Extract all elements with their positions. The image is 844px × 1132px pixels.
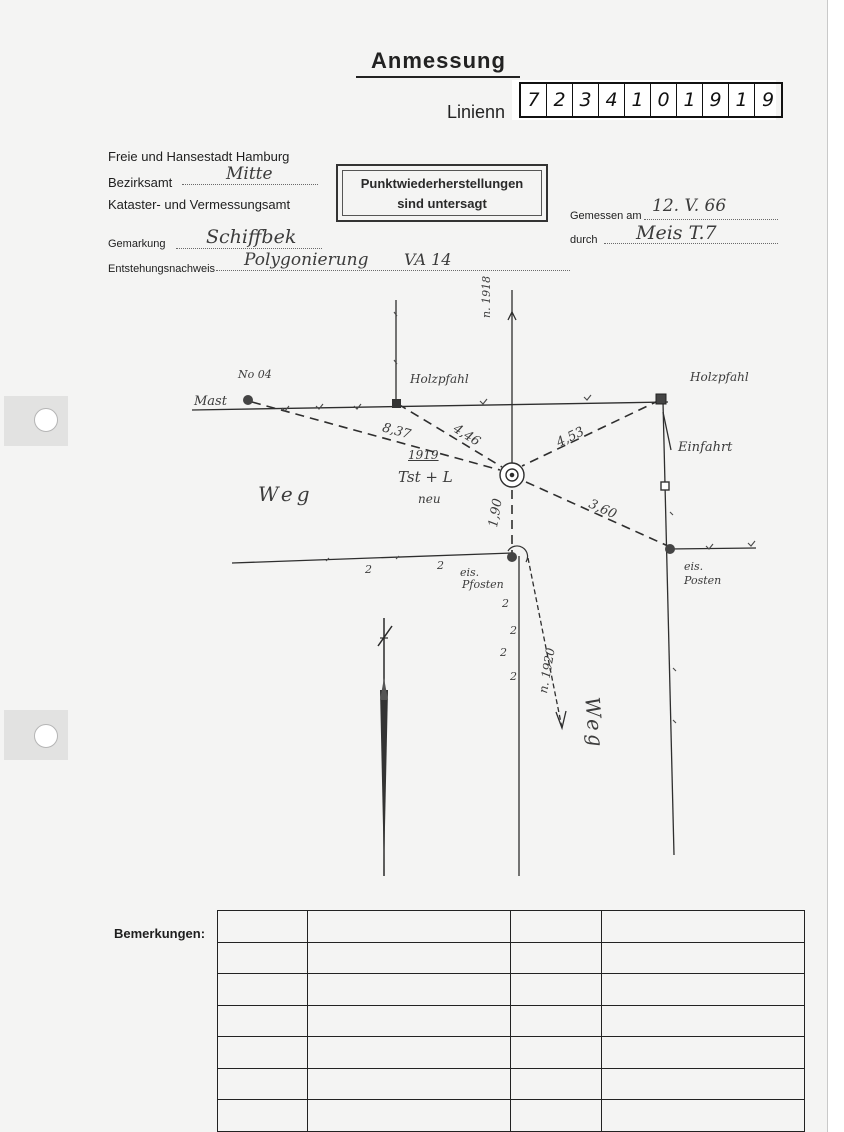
remarks-table: [217, 910, 805, 1132]
form-subtitle: Linienn: [447, 102, 506, 122]
measured-value: 12. V. 66: [652, 196, 727, 216]
holzpfahl-left-marker: [392, 399, 401, 408]
authority-line: Freie und Hansestadt Hamburg: [108, 149, 290, 164]
tick-label: 2: [437, 559, 444, 572]
remarks-row: [218, 942, 805, 974]
remarks-cell[interactable]: [511, 974, 601, 1006]
remarks-cell[interactable]: [218, 1005, 308, 1037]
number-digit-cell: 2: [547, 84, 573, 116]
number-digit-cell: 1: [677, 84, 703, 116]
point-number-label: 1919: [408, 448, 439, 462]
number-digit-cell: 4: [599, 84, 625, 116]
to-top-label: n. 1918: [480, 275, 493, 318]
remarks-row: [218, 1100, 805, 1132]
distance-mast: 8,37: [380, 420, 413, 443]
remarks-cell[interactable]: [511, 1037, 601, 1069]
remarks-cell[interactable]: [601, 1005, 804, 1037]
pfosten-left-label-1: eis.: [460, 566, 480, 579]
distance-holzpfahl-left: 4,46: [450, 421, 483, 450]
pfosten-right-marker: [665, 544, 675, 554]
einfahrt-marker: [661, 482, 669, 490]
new-point-center: [510, 473, 513, 476]
remarks-cell[interactable]: [601, 942, 804, 974]
weg-left-label: Weg: [258, 482, 314, 506]
remarks-cell[interactable]: [218, 942, 308, 974]
pfosten-right-label-2: Posten: [684, 574, 722, 587]
pfosten-left-label-2: Pfosten: [462, 578, 504, 591]
remarks-cell[interactable]: [218, 1100, 308, 1132]
weg-lower-label: Weg: [580, 696, 609, 751]
form-title: Anmessung: [371, 48, 506, 73]
remarks-cell[interactable]: [308, 942, 511, 974]
remarks-row: [218, 1005, 805, 1037]
remarks-cell[interactable]: [308, 1100, 511, 1132]
fence-line-north: [192, 402, 668, 410]
line-to-1920: [528, 558, 562, 728]
remarks-row: [218, 974, 805, 1006]
line-south-east: [668, 548, 756, 549]
holzpfahl-left-label: Holzpfahl: [410, 372, 469, 386]
remarks-cell[interactable]: [601, 1100, 804, 1132]
point-new-label: neu: [418, 492, 441, 506]
origin-value: Polygonierung: [244, 250, 369, 270]
by-label: durch: [570, 234, 598, 246]
tick-mark: [673, 720, 676, 723]
holzpfahl-right-label: Holzpfahl: [690, 370, 749, 384]
remarks-cell[interactable]: [601, 1068, 804, 1100]
pfosten-left-marker: [507, 552, 517, 562]
tick-label: 2: [365, 563, 372, 576]
stamp-line-2: sind untersagt: [397, 196, 487, 211]
remarks-cell[interactable]: [511, 942, 601, 974]
tick-label: 2: [502, 597, 509, 610]
tie-holzpfahl-right: [522, 400, 660, 466]
tick-label: 2: [500, 646, 507, 659]
line-east-vertical: [663, 402, 674, 855]
number-digit-cell: 1: [625, 84, 651, 116]
number-digit-cell: 1: [729, 84, 755, 116]
point-desc-label: Tst + L: [398, 468, 453, 486]
tick-mark: [480, 399, 487, 404]
number-digit-cell: 3: [573, 84, 599, 116]
gemarkung-value: Schiffbek: [206, 226, 297, 248]
tick-label: 2: [510, 670, 517, 683]
remarks-cell[interactable]: [511, 1100, 601, 1132]
number-digit-cell: 7: [521, 84, 547, 116]
remarks-cell[interactable]: [511, 1005, 601, 1037]
remarks-row: [218, 1068, 805, 1100]
number-digit-cell: 9: [761, 89, 775, 111]
tick-mark: [354, 404, 361, 409]
district-label: Bezirksamt: [108, 175, 173, 190]
number-digit-cell: 0: [651, 84, 677, 116]
origin-ref: VA 14: [404, 250, 452, 269]
origin-label: Entstehungsnachweis: [108, 263, 216, 275]
pfosten-right-label-1: eis.: [684, 560, 704, 573]
remarks-cell[interactable]: [601, 974, 804, 1006]
district-value: Mitte: [226, 164, 273, 184]
remarks-label: Bemerkungen:: [114, 926, 206, 941]
remarks-cell[interactable]: [601, 911, 804, 943]
gemarkung-label: Gemarkung: [108, 238, 166, 250]
line-south-left: [232, 553, 512, 563]
tick-mark: [670, 512, 673, 515]
remarks-cell[interactable]: [511, 911, 601, 943]
mast-number-label: No 04: [238, 368, 272, 381]
tick-mark: [584, 395, 591, 400]
to-bottom-label: n. 1920: [536, 646, 558, 695]
distance-holzpfahl-right: 4,53: [554, 424, 587, 451]
remarks-cell[interactable]: [218, 1037, 308, 1069]
tick-label: 2: [510, 624, 517, 637]
remarks-row: [218, 911, 805, 943]
remarks-cell[interactable]: [511, 1068, 601, 1100]
einfahrt-label: Einfahrt: [678, 440, 733, 455]
measured-label: Gemessen am: [570, 210, 642, 222]
distance-pfosten-right: 3,60: [586, 496, 619, 523]
north-arrow-icon: [378, 618, 392, 876]
remarks-cell[interactable]: [308, 1037, 511, 1069]
remarks-cell[interactable]: [308, 974, 511, 1006]
remarks-cell[interactable]: [218, 974, 308, 1006]
remarks-cell[interactable]: [218, 1068, 308, 1100]
number-digit-cell: 9: [703, 84, 729, 116]
remarks-row: [218, 1037, 805, 1069]
mast-marker: [243, 395, 253, 405]
stamp-line-1: Punktwiederherstellungen: [360, 176, 524, 191]
remarks-cell[interactable]: [308, 1005, 511, 1037]
arrow-south-icon: [556, 711, 566, 728]
remarks-cell[interactable]: [601, 1037, 804, 1069]
office-line: Kataster- und Vermessungsamt: [108, 197, 291, 212]
remarks-cell[interactable]: [308, 1068, 511, 1100]
holzpfahl-right-marker: [656, 394, 666, 404]
distance-pfosten-left: 1,90: [486, 497, 506, 529]
remarks-cell[interactable]: [218, 911, 308, 943]
tick-mark: [748, 541, 755, 546]
mast-label: Mast: [194, 394, 227, 409]
by-value: Meis T.7: [636, 222, 717, 244]
tick-mark: [673, 668, 676, 671]
remarks-cell[interactable]: [308, 911, 511, 943]
